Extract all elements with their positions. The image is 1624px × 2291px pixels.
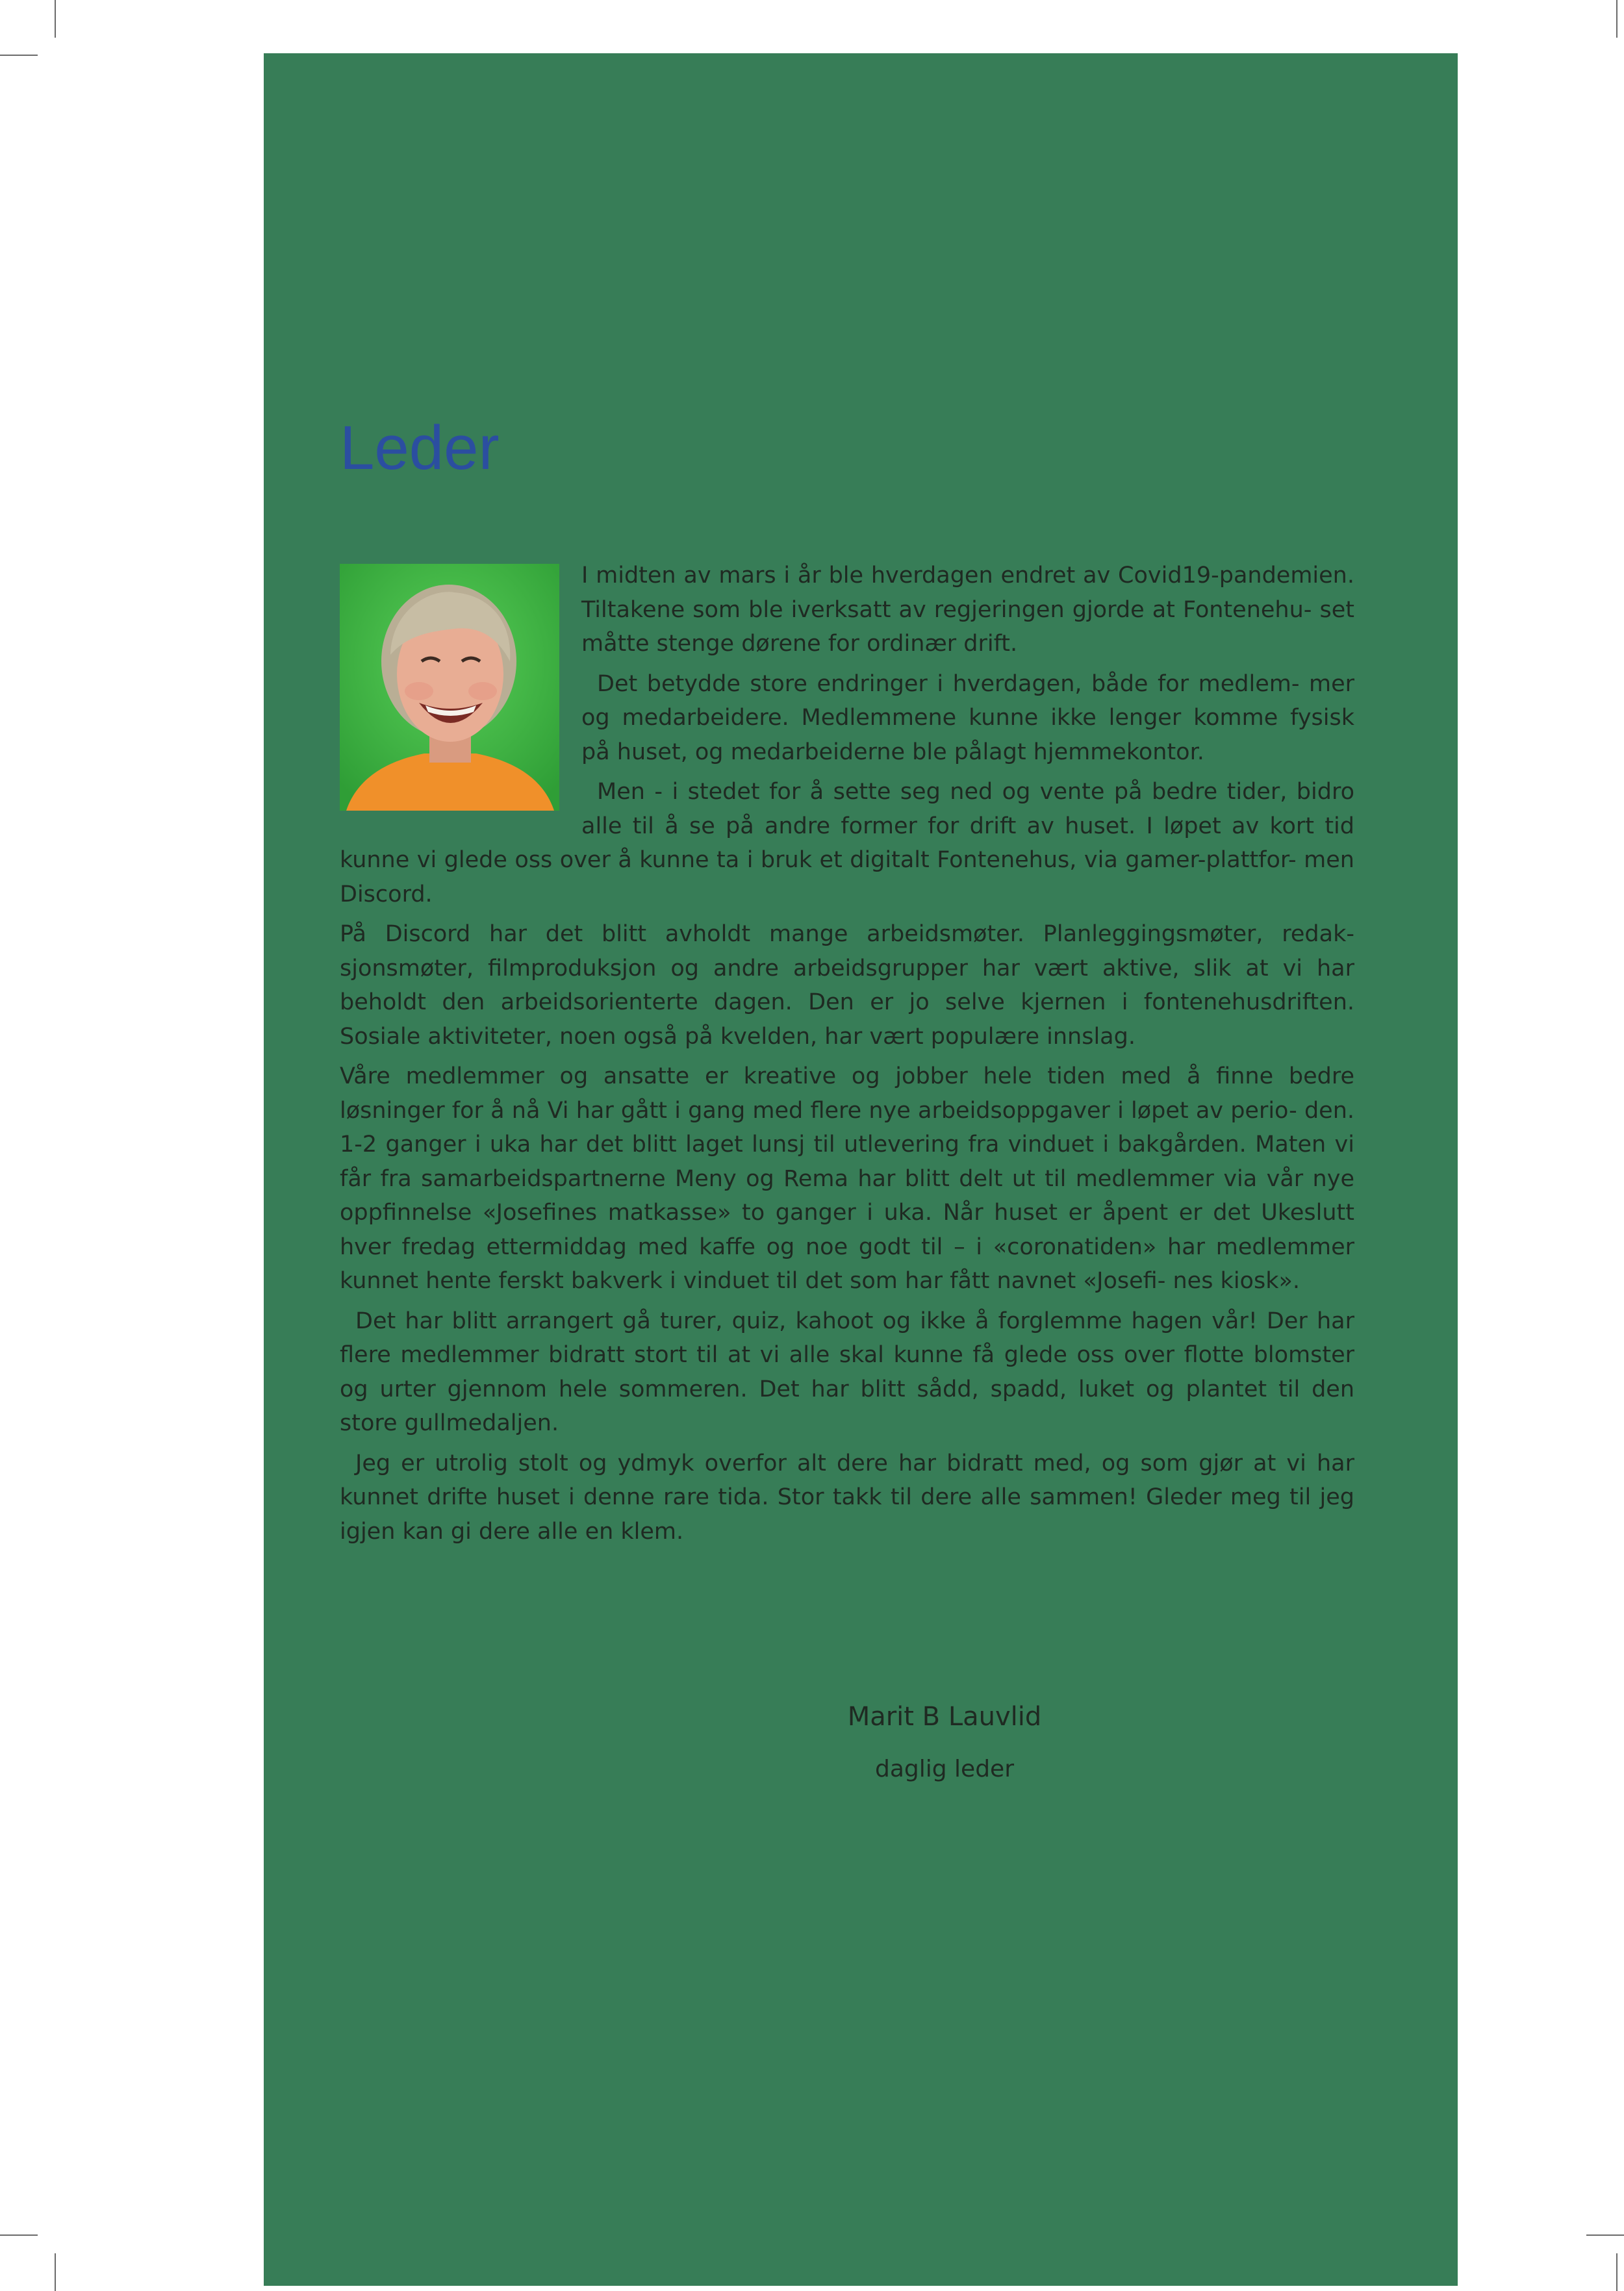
page-title: Leder xyxy=(340,413,500,483)
portrait-photo-icon xyxy=(340,564,559,811)
crop-mark xyxy=(1616,0,1618,38)
article-paragraph: Det betydde store endringer i hverdagen, både for medlem- mer og medarbeidere. Medlemmene kunne ikke lenger komme fysisk på huset, og medarbeiderne ble pålagt hjemmekontor. xyxy=(581,670,1354,765)
crop-mark xyxy=(0,55,38,56)
signature-name: Marit B Lauvlid xyxy=(847,1702,1042,1732)
crop-mark xyxy=(1616,2253,1618,2291)
portrait-photo xyxy=(340,564,559,811)
article-paragraph: I midten av mars i år ble hverdagen endret av Covid19-pandemien. Tiltakene som ble iverksatt av regjeringen gjorde at Fontenehu- set måtte stenge dørene for ordinær drift. xyxy=(581,563,1354,657)
article-paragraph: Våre medlemmer og ansatte er kreative og jobber hele tiden med å finne bedre løsninger for å nå Vi har gått i gang med flere nye arbeidsoppgaver i løpet av perio- den. 1-2 ganger i uka har det blitt laget lunsj til utlevering fra vinduet i bakgården. Maten vi får fra samarbeidspartnerne Meny og Rema har blitt delt ut til medlemmer via vår nye oppfinnelse «Josefines matkasse» to ganger i uka. Når huset er åpent er det Ukeslutt hver fredag ettermiddag med kaffe og noe godt til – i «coronatiden» har medlemmer kunnet hente ferskt bakverk i vinduet til det som har fått navnet «Josefi- nes kiosk». xyxy=(340,1063,1354,1294)
article-paragraph: Det har blitt arrangert gå turer, quiz, kahoot og ikke å forglemme hagen vår! Der har flere medlemmer bidratt stort til at vi alle skal kunne få glede oss over flotte blomster og urter gjennom hele sommeren. Det har blitt sådd, spadd, luket og plantet til den store gullmedaljen. xyxy=(340,1308,1354,1436)
crop-mark xyxy=(55,2253,56,2291)
content-panel xyxy=(264,53,1458,2286)
crop-mark xyxy=(55,0,56,38)
article-body xyxy=(340,559,1354,1554)
crop-mark xyxy=(1586,2234,1624,2236)
article-paragraph: Jeg er utrolig stolt og ydmyk overfor alt dere har bidratt med, og som gjør at vi har kunnet drifte huset i denne rare tida. Stor takk til dere alle sammen! Gleder meg til jeg igjen kan gi dere alle en klem. xyxy=(340,1450,1354,1545)
article-paragraph: Men - i stedet for å sette seg ned og vente på bedre tider, bidro alle til å se på andre former for drift av huset. I løpet av kort tid kunne vi glede oss over å kunne ta i bruk et digitalt Fontenehus, via gamer-plattfor- men Discord. xyxy=(340,779,1354,907)
signature-role: daglig leder xyxy=(874,1756,1014,1782)
crop-mark xyxy=(0,2234,38,2236)
article-paragraph: På Discord har det blitt avholdt mange arbeidsmøter. Planleggingsmøter, redak- sjonsmøter, filmproduksjon og andre arbeidsgrupper har vært aktive, slik at vi har beholdt den arbeidsorienterte dagen. Den er jo selve kjernen i fontenehusdriften. Sosiale aktiviteter, noen også på kvelden, har vært populære innslag. xyxy=(340,921,1354,1050)
